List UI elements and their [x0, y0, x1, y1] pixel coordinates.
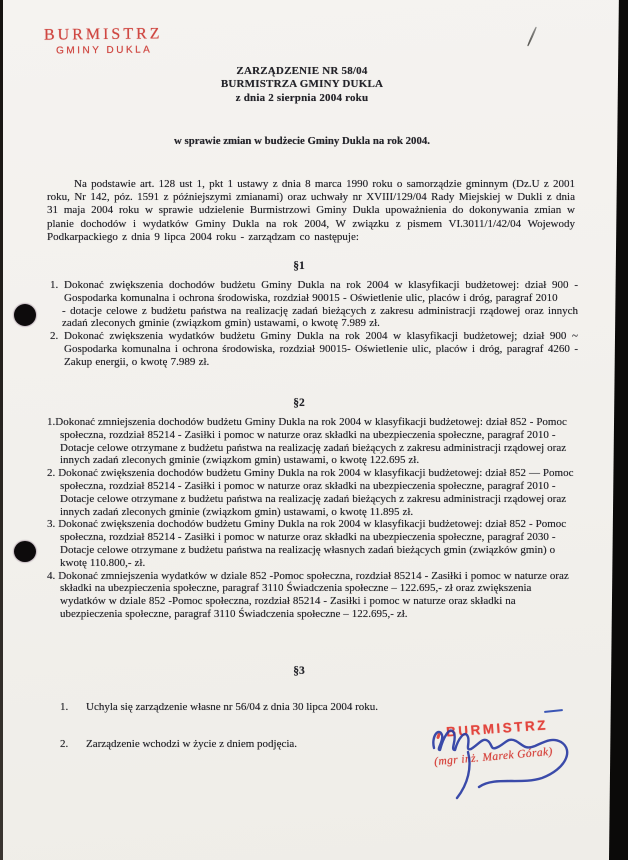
item-text: Uchyla się zarządzenie własne nr 56/04 z dnia 30 lipca 2004 roku.: [86, 701, 379, 713]
title-line-issuer: BURMISTRZA GMINY DUKLA: [220, 78, 384, 91]
signatory-name-stamp: (mgr inż. Marek Górak): [433, 745, 554, 769]
item-number: 1.: [60, 701, 69, 713]
ordinance-item: 2. Dokonać zwiększenia dochodów budżetu Gminy Dukla na rok 2004 w klasyfikacji budżetowej: dział 852 — Pomoc społeczna, rozdział 85214 - Zasiłki i pomoc w naturze oraz składki na ubezpieczenia społeczne, paragraf 2010 - Dotacje celowe otrzymane z budżetu państwa na realizację zadań bieżących z zakresu administracji rządowej oraz innych zadań zleconych gminie (związkom gmin) ustawami, o kwotę 11.895 zł.: [47, 467, 574, 518]
item-number: 1.: [50, 279, 59, 291]
section-1-list: [50, 279, 578, 369]
section-2-list: [47, 416, 578, 621]
item-text: Dokonać zwiększenia wydatków budżetu Gminy Dukla na rok 2004 w klasyfikacji budżetowej; dział 900 ~ Gospodarka komunalna i ochrona środowiska, rozdział 90015- Oświetlenie ulic, placów i dróg, paragraf 4260 - Zakup energii, o kwotę 7.989 zł.: [64, 330, 578, 368]
item-text: Dokonać zwiększenia dochodów budżetu Gminy Dukla na rok 2004 w klasyfikacji budżetowej: dział 900 - Gospodarka komunalna i ochrona środowiska, rozdział 90015 - Oświetlenie ulic, placów i dróg, paragraf 2010: [64, 279, 578, 304]
handwritten-signature-ink: [424, 712, 580, 807]
pencil-check-mark: [527, 27, 537, 47]
document-title: [0, 65, 604, 105]
subject-line: w sprawie zmian w budżecie Gminy Dukla na rok 2004.: [174, 135, 430, 147]
item-number: 2.: [50, 330, 59, 343]
hole-punch-mark-bottom: [14, 541, 36, 562]
title-line-date: z dnia 2 sierpnia 2004 roku: [235, 91, 369, 104]
office-stamp-line2: GMINY DUKLA: [56, 44, 153, 57]
ordinance-item: 3. Dokonać zwiększenia dochodów budżetu Gminy Dukla na rok 2004 w klasyfikacji budżetowej: dział 852 - Pomoc społeczna, rozdział 85214 - Zasiłki i pomoc w naturze oraz składki na ubezpieczenia społeczne, paragraf 2030 - Dotacje celowe otrzymane z budżetu państwa na realizację własnych zadań bieżących gmin (związków gmin) o kwotę 110.800,- zł.: [47, 518, 567, 569]
ordinance-item: [50, 330, 578, 368]
ordinance-item: 1.Dokonać zmniejszenia dochodów budżetu Gminy Dukla na rok 2004 w klasyfikacji budżetowej: dział 852 - Pomoc społeczna, rozdział 85214 - Zasiłki i pomoc w naturze oraz składki na ubezpieczenia społeczne, paragraf 2010 - Dotacje celowe otrzymane z budżetu państwa na realizację zadań bieżących z zakresu administracji rządowej oraz innych zadań zleconych gminie (związkom gmin) ustawami, o kwotę 122.695 zł.: [47, 416, 567, 467]
legal-basis-paragraph: Na podstawie art. 128 ust 1, pkt 1 ustawy z dnia 8 marca 1990 roku o samorządzie gminnym (Dz.U z 2001 roku, Nr 142, póz. 1591 z późniejszymi zmianami) oraz uchwały nr XVIII/129/04 Rady Miejskiej w Dukli z dnia 31 maja 2004 roku w sprawie udzielenie Burmistrzowi Gminy Dukla upoważnienia do dokonywania zmian w planie dochodów i wydatków Gminy Dukla na rok 2004, W związku z pismem VI.3011/1/42/04 Wojewody Podkarpackiego z dnia 9 lipca 2004 roku - zarządzam co następuje:: [47, 178, 575, 243]
item-text: Zarządzenie wchodzi w życie z dniem podjęcia.: [86, 738, 298, 750]
signature-title-stamp: BURMISTRZ: [445, 717, 549, 740]
section-2-heading: §2: [293, 397, 305, 409]
hole-punch-mark-top: [14, 304, 36, 326]
item-subclause: - dotacje celowe z budżetu państwa na realizację zadań bieżących z zakresu administracji rządowej oraz innych zadań zleconych gminie (związkom gmin) ustawami, o kwotę 7.989 zł.: [62, 304, 578, 330]
section-3-heading: §3: [293, 665, 305, 677]
item-number: 2.: [60, 738, 69, 750]
section-1-heading: §1: [293, 260, 305, 272]
ordinance-item: [50, 279, 578, 330]
office-stamp-line1: BURMISTRZ: [43, 25, 163, 44]
ordinance-item: 4. Dokonać zmniejszenia wydatków w dziale 852 -Pomoc społeczna, rozdział 85214 - Zasiłki i pomoc w naturze oraz składki na ubezpieczenia społeczne, paragraf 3110 Świadczenia społeczne – 122.695,- zł oraz zwiększenia wydatków w dziale 852 -Pomoc społeczna, rozdział 85214 - Zasiłki i pomoc w naturze oraz składki na ubezpieczenia społeczne, paragraf 3110 Świadczenia społeczne – 122.695,- zł.: [47, 569, 569, 620]
sender-office-stamp: [44, 25, 163, 56]
scan-edge-left: [0, 0, 3, 860]
title-line-number: ZARZĄDZENIE NR 58/04: [236, 65, 368, 77]
scan-edge-right: [609, 0, 628, 860]
